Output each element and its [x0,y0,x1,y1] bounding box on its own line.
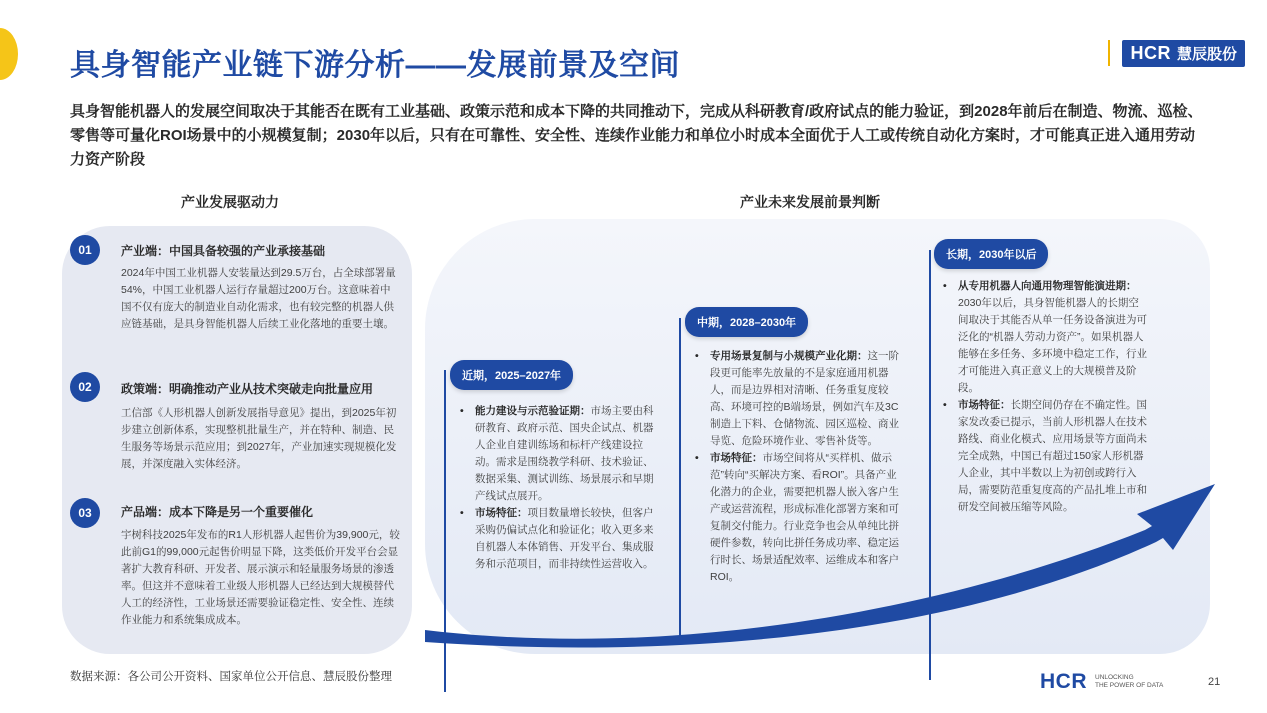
company-logo [1108,40,1245,66]
near-term-bullet: • 能力建设与示范验证期：市场主要由科研教育、政府示范、国央企试点、机器人企业自建训练场和标杆产线建设拉动。需求是围绕教学科研、技术验证、数据采集、测试训练、场景展示和早期产线试点展开。 [455,403,660,505]
item-number-02: 02 [70,372,100,402]
long-term-bullet: • 从专用机器人向通用物理智能演进期：2030年以后，具身智能机器人的长期空间取决于其能否从单一任务设备演进为可泛化的“机器人劳动力资产”。如果机器人能够在多任务、多环境中稳定工作，行业才可能进入真正意义上的大规模普及阶段。 [938,278,1148,397]
data-source-note: 数据来源：各公司公开资料、国家单位公开信息、慧辰股份整理 [70,671,392,683]
footer-logo-mark: HCR [1040,670,1087,693]
driver-body-industry: 2024年中国工业机器人安装量达到29.5万台，占全球部署量54%，中国工业机器人运行存量超过200万台。这意味着中国不仅有庞大的制造业自动化需求，也有较完整的机器人供应链基础，是具身智能机器人后续工业化落地的重要土壤。 [121,267,396,330]
page-number: 21 [1208,676,1221,688]
near-term-bullet: • 市场特征：项目数量增长较快，但客户采购仍偏试点化和验证化；收入更多来自机器人本体销售、开发平台、集成服务和示范项目，而非持续性运营收入。 [455,505,660,573]
page-title: 具身智能产业链下游分析——发展前景及空间 [70,49,680,82]
near-term-line [444,370,446,692]
long-term-bullet: • 市场特征：长期空间仍存在不确定性。国家发改委已提示，当前人形机器人在技术路线、商业化模式、应用场景等方面尚未完全成熟，中国已有超过150家人形机器人企业，其中半数以上为初创或跨行入局，需要防范重复度高的产品扎堆上市和研发空间被压缩等风险。 [938,397,1148,516]
mid-term-line [679,318,681,638]
logo-mark: HCR [1130,42,1171,63]
mid-term-label: 中期，2028–2030年 [685,307,808,337]
driver-title-product: 产品端：成本下降是另一个重要催化 [121,505,314,519]
long-term-label: 长期，2030年以后 [934,239,1048,269]
tagline-line-1: UNLOCKING [1095,674,1134,681]
mid-term-list [690,348,905,586]
near-term-list [455,403,660,573]
logo-divider [1108,40,1110,66]
decorative-yellow-dot [0,28,18,80]
right-section-heading: 产业未来发展前景判断 [740,194,880,210]
tagline-line-2: THE POWER OF DATA [1095,682,1164,689]
driver-body-policy: 工信部《人形机器人创新发展指导意见》提出，到2025年初步建立创新体系，实现整机批量生产，并在特种、制造、民生服务等场景示范应用；到2027年，产业加速实现规模化发展，并深度融入实体经济。 [121,407,397,470]
long-term-line [929,250,931,680]
driver-title-policy: 政策端：明确推动产业从技术突破走向批量应用 [121,382,374,396]
left-section-heading: 产业发展驱动力 [181,194,279,210]
logo-text: 慧辰股份 [1176,45,1237,63]
mid-term-bullet: • 专用场景复制与小规模产业化期：这一阶段更可能率先放量的不是家庭通用机器人，而是边界相对清晰、任务重复度较高、环境可控的B端场景，例如汽车及3C制造上下料、仓储物流、园区巡检、商业导览、危险环境作业、零售补货等。 [690,348,905,450]
footer-logo [1040,670,1163,694]
driver-title-industry: 产业端：中国具备较强的产业承接基础 [121,244,326,258]
near-term-label: 近期，2025–2027年 [450,360,573,390]
driver-body-product: 宇树科技2025年发布的R1人形机器人起售价为39,900元，较此前G1的99,000元起售价明显下降，这类低价开发平台会显著扩大教育科研、开发者、展示演示和轻量服务场景的渗透率。但这并不意味着工业级人形机器人已经达到大规模替代人工的经济性，工业场景还需要验证稳定性、安全性、连续作业能力和系统集成成本。 [121,529,400,626]
footer-tagline [1095,674,1163,690]
long-term-list [938,278,1148,516]
item-number-03: 03 [70,498,100,528]
mid-term-bullet: • 市场特征：市场空间将从“买样机、做示范”转向“买解决方案、看ROI”。具备产业化潜力的企业，需要把机器人嵌入客户生产或运营流程，形成标准化部署方案和可复制交付能力。行业竞争也会从单纯比拼硬件参数，转向比拼任务成功率、稳定运行时长、场景适配效率、运维成本和客户ROI。 [690,450,905,586]
logo-badge [1122,40,1245,67]
item-number-01: 01 [70,235,100,265]
summary-paragraph: 具身智能机器人的发展空间取决于其能否在既有工业基础、政策示范和成本下降的共同推动下，完成从科研教育/政府试点的能力验证，到2028年前后在制造、物流、巡检、零售等可量化ROI场景中的小规模复制；2030年以后，只有在可靠性、安全性、连续作业能力和单位小时成本全面优于人工或传统自动化方案时，才可能真正进入通用劳动力资产阶段 [70,103,1203,168]
